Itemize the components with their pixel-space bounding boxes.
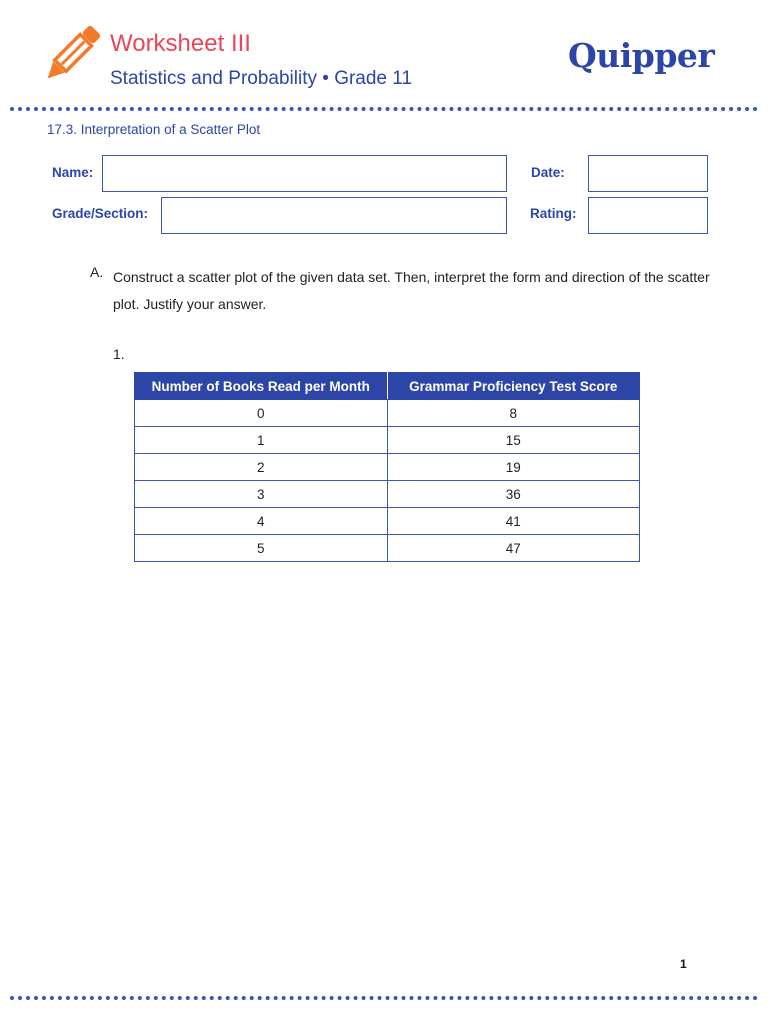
table-cell-score: 19	[387, 454, 640, 481]
quipper-logo: Quipper	[568, 36, 715, 75]
name-field[interactable]	[102, 155, 507, 192]
rating-label: Rating:	[530, 206, 577, 221]
table-cell-books: 5	[135, 535, 388, 562]
table-cell-books: 3	[135, 481, 388, 508]
table-cell-score: 8	[387, 400, 640, 427]
date-label: Date:	[531, 165, 565, 180]
date-field[interactable]	[588, 155, 708, 192]
item-number: 1.	[113, 346, 125, 362]
grade-section-label: Grade/Section:	[52, 206, 149, 221]
table-cell-books: 4	[135, 508, 388, 535]
table-row	[135, 508, 640, 535]
column-header-books: Number of Books Read per Month	[135, 373, 388, 400]
table-row	[135, 481, 640, 508]
table-cell-score: 41	[387, 508, 640, 535]
instruction-letter: A.	[90, 264, 104, 280]
table-row	[135, 400, 640, 427]
instruction-text: Construct a scatter plot of the given data set. Then, interpret the form and direction of the scatter plot. Justify your answer.	[113, 269, 710, 312]
bottom-dotted-divider	[10, 996, 758, 1000]
section-title: 17.3. Interpretation of a Scatter Plot	[47, 122, 261, 137]
data-table	[134, 372, 640, 562]
table-cell-score: 47	[387, 535, 640, 562]
table-row	[135, 454, 640, 481]
worksheet-subtitle: Statistics and Probability • Grade 11	[110, 68, 413, 89]
name-label: Name:	[52, 165, 94, 180]
table-header-row	[135, 373, 640, 400]
rating-field[interactable]	[588, 197, 708, 234]
table-cell-books: 2	[135, 454, 388, 481]
table-cell-books: 0	[135, 400, 388, 427]
table-row	[135, 535, 640, 562]
worksheet-title: Worksheet III	[110, 30, 251, 57]
table-cell-score: 15	[387, 427, 640, 454]
table-cell-score: 36	[387, 481, 640, 508]
table-cell-books: 1	[135, 427, 388, 454]
top-dotted-divider	[10, 107, 758, 111]
pencil-icon	[40, 24, 102, 86]
page-number: 1	[680, 957, 687, 971]
column-header-score: Grammar Proficiency Test Score	[387, 373, 640, 400]
grade-section-field[interactable]	[161, 197, 507, 234]
table-row	[135, 427, 640, 454]
